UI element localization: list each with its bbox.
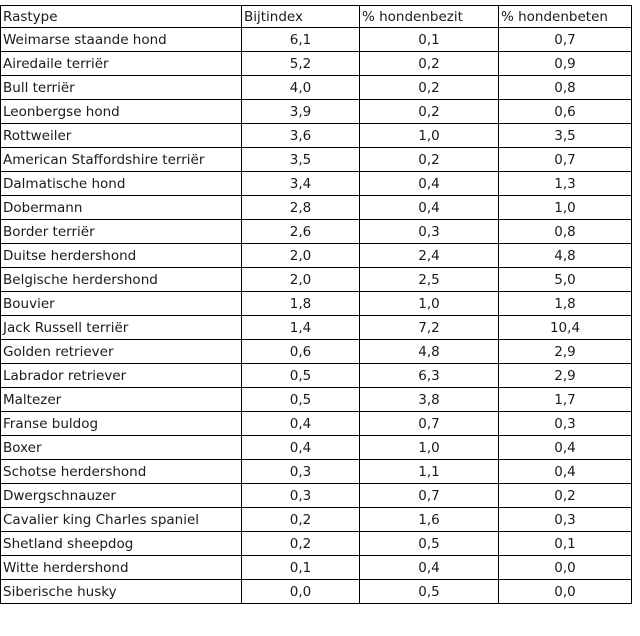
bijtindex-cell: 0,4: [242, 412, 360, 436]
bijtindex-cell: 2,0: [242, 244, 360, 268]
hondenbeten-cell: 1,0: [499, 196, 632, 220]
hondenbeten-cell: 2,9: [499, 340, 632, 364]
hondenbeten-cell: 0,9: [499, 52, 632, 76]
header-rastype: Rastype: [1, 6, 242, 28]
breed-cell: Border terriër: [1, 220, 242, 244]
hondenbeten-cell: 1,7: [499, 388, 632, 412]
bijtindex-cell: 3,5: [242, 148, 360, 172]
hondenbeten-cell: 5,0: [499, 268, 632, 292]
breed-cell: Cavalier king Charles spaniel: [1, 508, 242, 532]
breed-cell: Bull terriër: [1, 76, 242, 100]
bijtindex-cell: 1,8: [242, 292, 360, 316]
hondenbezit-cell: 0,1: [360, 28, 499, 52]
breed-cell: Golden retriever: [1, 340, 242, 364]
header-bijtindex: Bijtindex: [242, 6, 360, 28]
table-row: [1, 244, 632, 268]
table-row: [1, 100, 632, 124]
breed-cell: Jack Russell terriër: [1, 316, 242, 340]
hondenbeten-cell: 0,4: [499, 460, 632, 484]
breed-cell: Boxer: [1, 436, 242, 460]
header-row: [1, 6, 632, 28]
hondenbezit-cell: 0,4: [360, 172, 499, 196]
hondenbeten-cell: 2,9: [499, 364, 632, 388]
table-row: [1, 484, 632, 508]
dog-bite-table: [0, 5, 632, 604]
table-row: [1, 412, 632, 436]
table-row: [1, 28, 632, 52]
breed-cell: Shetland sheepdog: [1, 532, 242, 556]
hondenbezit-cell: 0,7: [360, 484, 499, 508]
header-hondenbeten: % hondenbeten: [499, 6, 632, 28]
hondenbeten-cell: 0,8: [499, 76, 632, 100]
breed-cell: Weimarse staande hond: [1, 28, 242, 52]
hondenbezit-cell: 2,5: [360, 268, 499, 292]
hondenbezit-cell: 1,0: [360, 124, 499, 148]
breed-cell: Airedaile terriër: [1, 52, 242, 76]
hondenbezit-cell: 0,5: [360, 532, 499, 556]
bijtindex-cell: 0,5: [242, 388, 360, 412]
hondenbezit-cell: 1,0: [360, 292, 499, 316]
hondenbeten-cell: 0,0: [499, 580, 632, 604]
table-row: [1, 76, 632, 100]
hondenbezit-cell: 0,2: [360, 52, 499, 76]
hondenbeten-cell: 0,0: [499, 556, 632, 580]
bijtindex-cell: 0,0: [242, 580, 360, 604]
table-body: [1, 28, 632, 604]
breed-cell: Dwergschnauzer: [1, 484, 242, 508]
bijtindex-cell: 0,1: [242, 556, 360, 580]
hondenbezit-cell: 3,8: [360, 388, 499, 412]
bijtindex-cell: 0,2: [242, 508, 360, 532]
bijtindex-cell: 3,9: [242, 100, 360, 124]
hondenbezit-cell: 2,4: [360, 244, 499, 268]
hondenbezit-cell: 0,7: [360, 412, 499, 436]
table-row: [1, 220, 632, 244]
table-row: [1, 340, 632, 364]
hondenbezit-cell: 7,2: [360, 316, 499, 340]
hondenbeten-cell: 1,3: [499, 172, 632, 196]
hondenbezit-cell: 1,6: [360, 508, 499, 532]
hondenbeten-cell: 4,8: [499, 244, 632, 268]
hondenbeten-cell: 3,5: [499, 124, 632, 148]
hondenbezit-cell: 0,2: [360, 76, 499, 100]
bijtindex-cell: 6,1: [242, 28, 360, 52]
bijtindex-cell: 3,6: [242, 124, 360, 148]
hondenbeten-cell: 1,8: [499, 292, 632, 316]
hondenbeten-cell: 0,8: [499, 220, 632, 244]
bijtindex-cell: 1,4: [242, 316, 360, 340]
hondenbezit-cell: 6,3: [360, 364, 499, 388]
table-row: [1, 268, 632, 292]
hondenbezit-cell: 1,1: [360, 460, 499, 484]
hondenbezit-cell: 0,4: [360, 556, 499, 580]
hondenbezit-cell: 0,2: [360, 148, 499, 172]
breed-cell: Belgische herdershond: [1, 268, 242, 292]
bijtindex-cell: 0,4: [242, 436, 360, 460]
table-row: [1, 52, 632, 76]
bijtindex-cell: 0,5: [242, 364, 360, 388]
breed-cell: Maltezer: [1, 388, 242, 412]
hondenbezit-cell: 1,0: [360, 436, 499, 460]
breed-cell: Schotse herdershond: [1, 460, 242, 484]
table-row: [1, 364, 632, 388]
breed-cell: American Staffordshire terriër: [1, 148, 242, 172]
breed-cell: Rottweiler: [1, 124, 242, 148]
breed-cell: Dalmatische hond: [1, 172, 242, 196]
table-row: [1, 172, 632, 196]
table-row: [1, 556, 632, 580]
table-row: [1, 436, 632, 460]
hondenbeten-cell: 0,2: [499, 484, 632, 508]
breed-cell: Bouvier: [1, 292, 242, 316]
hondenbezit-cell: 0,5: [360, 580, 499, 604]
bijtindex-cell: 2,8: [242, 196, 360, 220]
bijtindex-cell: 4,0: [242, 76, 360, 100]
hondenbeten-cell: 0,6: [499, 100, 632, 124]
hondenbeten-cell: 0,7: [499, 28, 632, 52]
header-hondenbezit: % hondenbezit: [360, 6, 499, 28]
hondenbezit-cell: 4,8: [360, 340, 499, 364]
breed-cell: Franse buldog: [1, 412, 242, 436]
bijtindex-cell: 5,2: [242, 52, 360, 76]
table-row: [1, 196, 632, 220]
table-row: [1, 460, 632, 484]
hondenbezit-cell: 0,2: [360, 100, 499, 124]
bijtindex-cell: 0,6: [242, 340, 360, 364]
bijtindex-cell: 2,6: [242, 220, 360, 244]
hondenbeten-cell: 0,1: [499, 532, 632, 556]
table-row: [1, 124, 632, 148]
table-row: [1, 532, 632, 556]
table-row: [1, 388, 632, 412]
bijtindex-cell: 2,0: [242, 268, 360, 292]
table-row: [1, 508, 632, 532]
bijtindex-cell: 3,4: [242, 172, 360, 196]
breed-cell: Witte herdershond: [1, 556, 242, 580]
table-row: [1, 316, 632, 340]
breed-cell: Siberische husky: [1, 580, 242, 604]
hondenbezit-cell: 0,4: [360, 196, 499, 220]
table-row: [1, 148, 632, 172]
breed-cell: Labrador retriever: [1, 364, 242, 388]
hondenbeten-cell: 0,3: [499, 508, 632, 532]
hondenbeten-cell: 0,7: [499, 148, 632, 172]
breed-cell: Duitse herdershond: [1, 244, 242, 268]
hondenbeten-cell: 0,4: [499, 436, 632, 460]
breed-cell: Dobermann: [1, 196, 242, 220]
hondenbeten-cell: 10,4: [499, 316, 632, 340]
bijtindex-cell: 0,3: [242, 460, 360, 484]
bijtindex-cell: 0,3: [242, 484, 360, 508]
hondenbezit-cell: 0,3: [360, 220, 499, 244]
table-row: [1, 292, 632, 316]
bijtindex-cell: 0,2: [242, 532, 360, 556]
breed-cell: Leonbergse hond: [1, 100, 242, 124]
hondenbeten-cell: 0,3: [499, 412, 632, 436]
table-row: [1, 580, 632, 604]
